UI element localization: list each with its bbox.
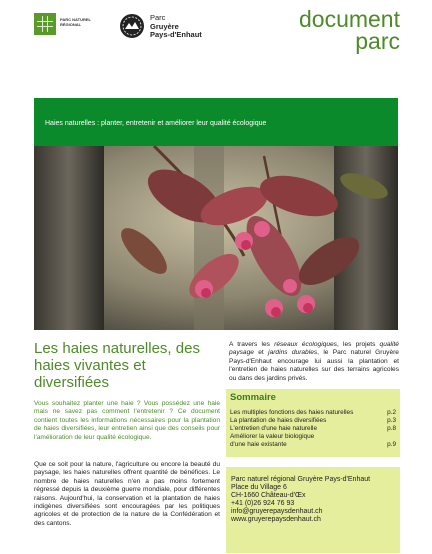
sommaire-box bbox=[226, 389, 400, 457]
sommaire-item-label: La plantation de haies diversifiées bbox=[230, 417, 327, 424]
sommaire-item-label: Les multiples fonctions des haies naturelles bbox=[230, 409, 354, 416]
text-run: , le Parc naturel Gruyère Pays-d'Enhaut encourage lui aussi la plantation et l'entretien de haies naturelles sur des terrains agricoles ou dans des jardins privés. bbox=[229, 349, 399, 382]
logo-caption bbox=[60, 17, 91, 27]
subtitle-band bbox=[34, 98, 398, 146]
contact-box bbox=[226, 467, 400, 553]
headline: Les haies naturelles, des haies vivantes et diversifiées bbox=[34, 340, 200, 391]
parc-name-lead: Parc bbox=[150, 13, 166, 22]
document-title bbox=[299, 8, 400, 52]
gruyere-badge-icon bbox=[120, 14, 144, 38]
right-intro-paragraph bbox=[229, 341, 399, 383]
sommaire-item-page: p.3 bbox=[387, 417, 396, 424]
text-run: et bbox=[253, 349, 269, 357]
sommaire-item[interactable] bbox=[230, 409, 396, 417]
text-run-italic: qualité paysage bbox=[229, 341, 399, 357]
contact-address: Place du Village 6 bbox=[231, 484, 287, 491]
sommaire-item-page: p.2 bbox=[387, 409, 396, 416]
parc-name-line: Gruyère bbox=[150, 21, 179, 31]
document-title-line: document bbox=[298, 6, 400, 32]
sommaire-item[interactable] bbox=[230, 441, 396, 449]
contact-city: CH-1660 Château-d'Œx bbox=[231, 492, 306, 499]
contact-organization: Parc naturel régional Gruyère Pays-d'Enhaut bbox=[231, 476, 371, 483]
logo-caption-line: PARC NATUREL bbox=[60, 17, 91, 22]
contact-phone: +41 (0)26 924 76 93 bbox=[231, 500, 295, 507]
sommaire-title: Sommaire bbox=[230, 392, 276, 403]
sommaire-item-label: Améliorer la valeur biologique bbox=[230, 433, 315, 440]
sommaire-item[interactable] bbox=[230, 433, 396, 441]
sommaire-item-page: p.9 bbox=[387, 441, 396, 448]
parc-name bbox=[150, 14, 202, 40]
parc-logo bbox=[34, 13, 56, 35]
subtitle-text: Haies naturelles : planter, entretenir et améliorer leur qualité écologique bbox=[45, 120, 267, 127]
text-run: , les projets bbox=[336, 341, 380, 348]
contact-website-link[interactable]: www.gruyerepaysdenhaut.ch bbox=[231, 516, 321, 523]
text-run: A travers les bbox=[229, 341, 275, 348]
intro-paragraph: Vous souhaitez planter une haie ? Vous possédez une haie mais ne savez pas comment l'entretenir ? Ce document contient toutes les informations nécessaires pour la plantation de haies diversifiées, leur entretien ainsi que des conseils pour l'amélioration de leur qualité écologique. bbox=[34, 400, 220, 441]
sommaire-item-label: L'entretien d'une haie naturelle bbox=[230, 425, 318, 432]
sommaire-item[interactable] bbox=[230, 425, 396, 433]
logo-caption-line: RÉGIONAL bbox=[60, 22, 82, 27]
document-title-line: parc bbox=[355, 28, 400, 54]
spindle-berries-photo bbox=[34, 146, 398, 330]
contact-email-link[interactable]: info@gruyerepaysdenhaut.ch bbox=[231, 508, 323, 515]
parc-name-line: Pays-d'Enhaut bbox=[150, 30, 202, 39]
sommaire-item-label: d'une haie existante bbox=[230, 441, 287, 448]
sommaire-item-page: p.8 bbox=[387, 425, 396, 432]
text-run-italic: jardins durables bbox=[268, 349, 318, 357]
sommaire-item[interactable] bbox=[230, 417, 396, 425]
body-paragraph: Que ce soit pour la nature, l'agriculture ou encore la beauté du paysage, les haies naturelles offrent quantité de bénéfices. Le nombre de haies naturelles n'en a pas moins fortement régressé depuis la deuxième guerre mondiale, pour différentes raisons. Aujourd'hui, la conservation et la plantation de haies indigènes diversifiées sont encouragées par les politiques agricoles et de protection de la nature de la Confédération et des cantons. bbox=[34, 461, 220, 527]
text-run-italic: réseaux écologiques bbox=[274, 341, 337, 348]
